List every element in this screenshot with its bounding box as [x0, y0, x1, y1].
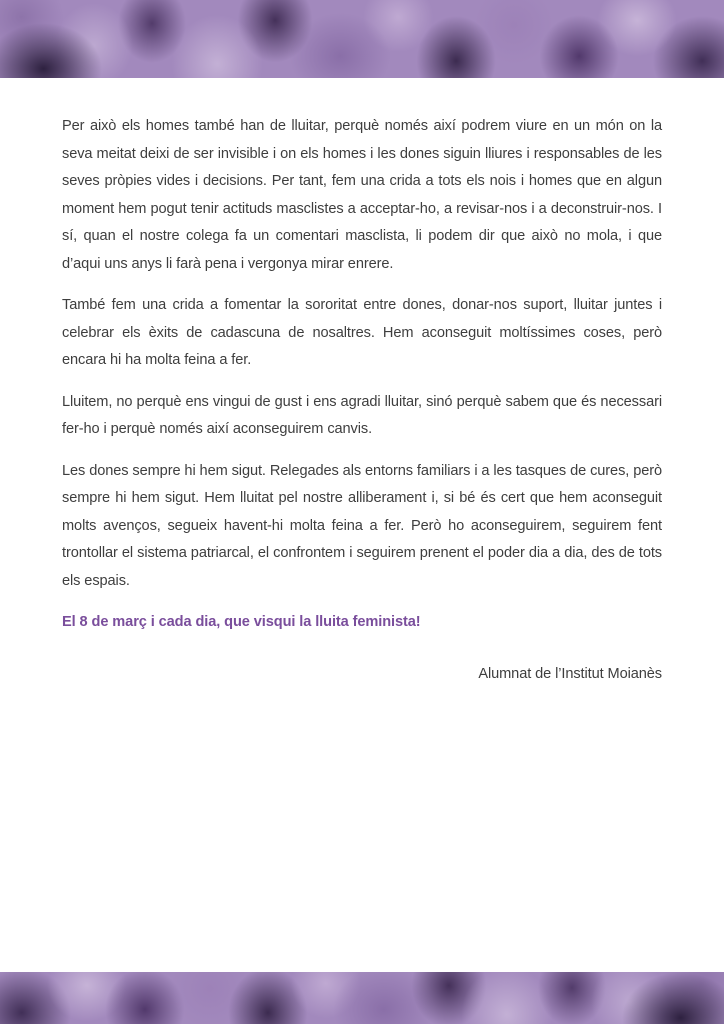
letter-body: [62, 78, 662, 702]
top-crowd-photo-banner: [0, 0, 724, 78]
paragraph-lluitem: Lluitem, no perquè ens vingui de gust i ens agradi lluitar, sinó perquè sabem que és necessari fer-ho i perquè només així aconseguirem canvis.: [62, 393, 662, 437]
bottom-crowd-photo-banner: [0, 972, 724, 1024]
signature-line: Alumnat de l’Institut Moianès: [478, 665, 662, 682]
slogan-line: El 8 de març i cada dia, que visqui la lluita feminista!: [62, 614, 421, 630]
paragraph-les-dones: Les dones sempre hi hem sigut. Relegades als entorns familiars i a les tasques de cures, però sempre hi hem sigut. Hem lluitat pel nostre alliberament i, si bé és cert que hem aconseguit molts avenços, segueix havent-hi molta feina a fer. Però ho aconseguirem, seguirem fent trontollar el sistema patriarcal, el confrontem i seguirem prenent el poder dia a dia, des de tots els espais.: [62, 462, 662, 589]
paragraph-sororitat: També fem una crida a fomentar la sororitat entre dones, donar-nos suport, lluitar juntes i celebrar els èxits de cadascuna de nosaltres. Hem aconseguit moltíssimes coses, però encara hi ha molta feina a fer.: [62, 297, 662, 368]
paragraph-men-must-fight: Per això els homes també han de lluitar, perquè només així podrem viure en un món on la seva meitat deixi de ser invisible i on els homes i les dones siguin lliures i responsables de les seves pròpies vides i decisions. Per tant, fem una crida a tots els nois i homes que en algun moment hem pogut tenir actituds masclistes a acceptar-ho, a revisar-nos i a deconstruir-nos. I sí, quan el nostre colega fa un comentari masclista, li podem dir que això no mola, i que d’aqui uns anys li farà pena i vergonya mirar enrere.: [62, 118, 662, 272]
